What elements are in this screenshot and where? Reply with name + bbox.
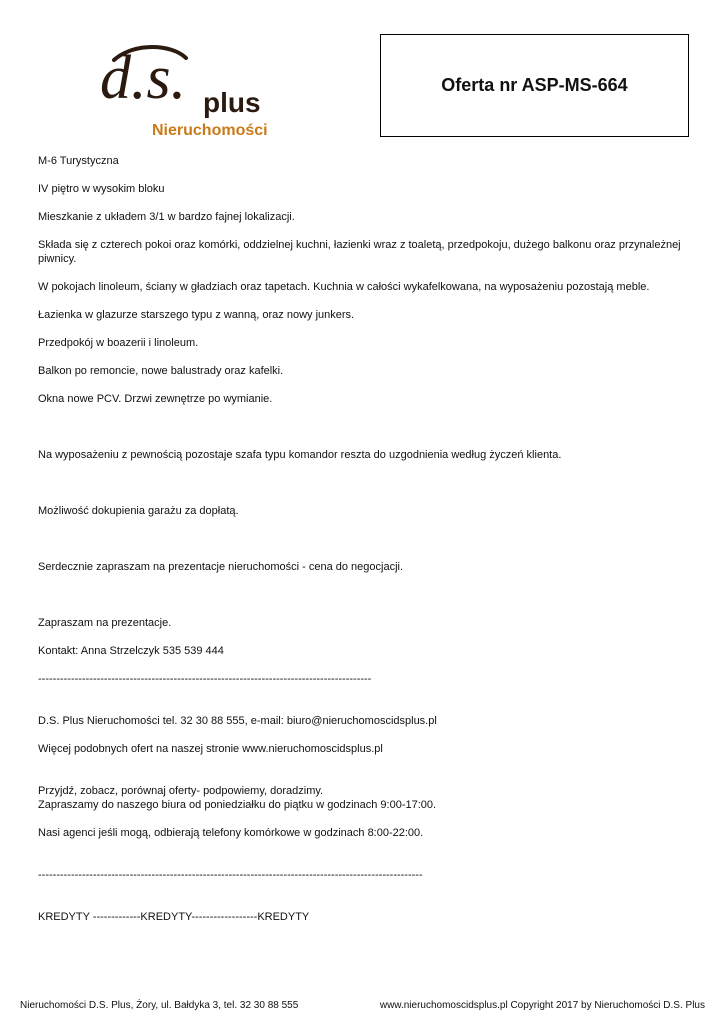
offer-content [38,154,693,938]
spacer [38,854,693,868]
agency-hours-paragraph [38,784,693,812]
agency-invite-line: Przyjdź, zobacz, porównaj oferty- podpowiemy, doradzimy. [38,785,324,797]
logo-mark-icon [100,40,340,140]
offer-line-garage: Możliwość dokupienia garażu za dopłatą. [38,505,239,517]
offer-box [380,34,689,137]
svg-text:Nieruchomości: Nieruchomości [152,122,268,139]
spacer [38,770,693,784]
footer-left: Nieruchomości D.S. Plus, Żory, ul. Bałdyka 3, tel. 32 30 88 555 [20,1000,299,1011]
offer-title: Oferta nr ASP-MS-664 [441,75,628,95]
spacer [38,588,693,616]
credits-line: KREDYTY -------------KREDYTY------------------KREDYTY [38,911,310,923]
spacer [38,476,693,504]
agency-phone-hours-line: Nasi agenci jeśli mogą, odbierają telefony komórkowe w godzinach 8:00-22:00. [38,827,424,839]
offer-line-bathroom: Łazienka w glazurze starszego typu z wanną, oraz nowy junkers. [38,309,355,321]
separator-line: ------------------------------------------------------------------------------------------- [38,673,372,685]
agency-contact-line: D.S. Plus Nieruchomości tel. 32 30 88 555, e-mail: biuro@nieruchomoscidsplus.pl [38,715,437,727]
offer-line-hallway: Przedpokój w boazerii i linoleum. [38,337,199,349]
spacer [38,420,693,448]
offer-line-rooms-details: W pokojach linoleum, ściany w gładziach oraz tapetach. Kuchnia w całości wykafelkowana, na wyposażeniu pozostają meble. [38,281,650,293]
agency-hours-line: Zapraszamy do naszego biura od poniedziałku do piątku w godzinach 9:00-17:00. [38,799,437,811]
svg-text:plus: plus [203,87,261,118]
offer-line-layout: Mieszkanie z układem 3/1 w bardzo fajnej lokalizacji. [38,211,295,223]
offer-line-invitation: Serdecznie zapraszam na prezentacje nieruchomości - cena do negocjacji. [38,561,404,573]
offer-line-contact: Kontakt: Anna Strzelczyk 535 539 444 [38,645,224,657]
offer-line-property-type: M-6 Turystyczna [38,155,119,167]
offer-line-presentation: Zapraszam na prezentacje. [38,617,172,629]
offer-line-floor: IV piętro w wysokim bloku [38,183,165,195]
spacer [38,700,693,714]
offer-line-furniture: Na wyposażeniu z pewnością pozostaje szafa typu komandor reszta do uzgodnienia według życzeń klienta. [38,449,562,461]
footer-right: www.nieruchomoscidsplus.pl Copyright 2017 by Nieruchomości D.S. Plus [379,1000,705,1011]
separator-line: --------------------------------------------------------------------------------------------------------- [38,869,423,881]
agency-website-line: Więcej podobnych ofert na naszej stronie www.nieruchomoscidsplus.pl [38,743,383,755]
spacer [38,532,693,560]
offer-line-rooms: Składa się z czterech pokoi oraz komórki, oddzielnej kuchni, łazienki wraz z toaletą, przedpokoju, dużego balkonu oraz przynależnej piwnicy. [38,239,681,265]
offer-line-windows: Okna nowe PCV. Drzwi zewnętrze po wymianie. [38,393,273,405]
company-logo [100,40,340,140]
spacer [38,896,693,910]
svg-text:d.s.: d.s. [100,44,187,112]
offer-line-balcony: Balkon po remoncie, nowe balustrady oraz kafelki. [38,365,284,377]
